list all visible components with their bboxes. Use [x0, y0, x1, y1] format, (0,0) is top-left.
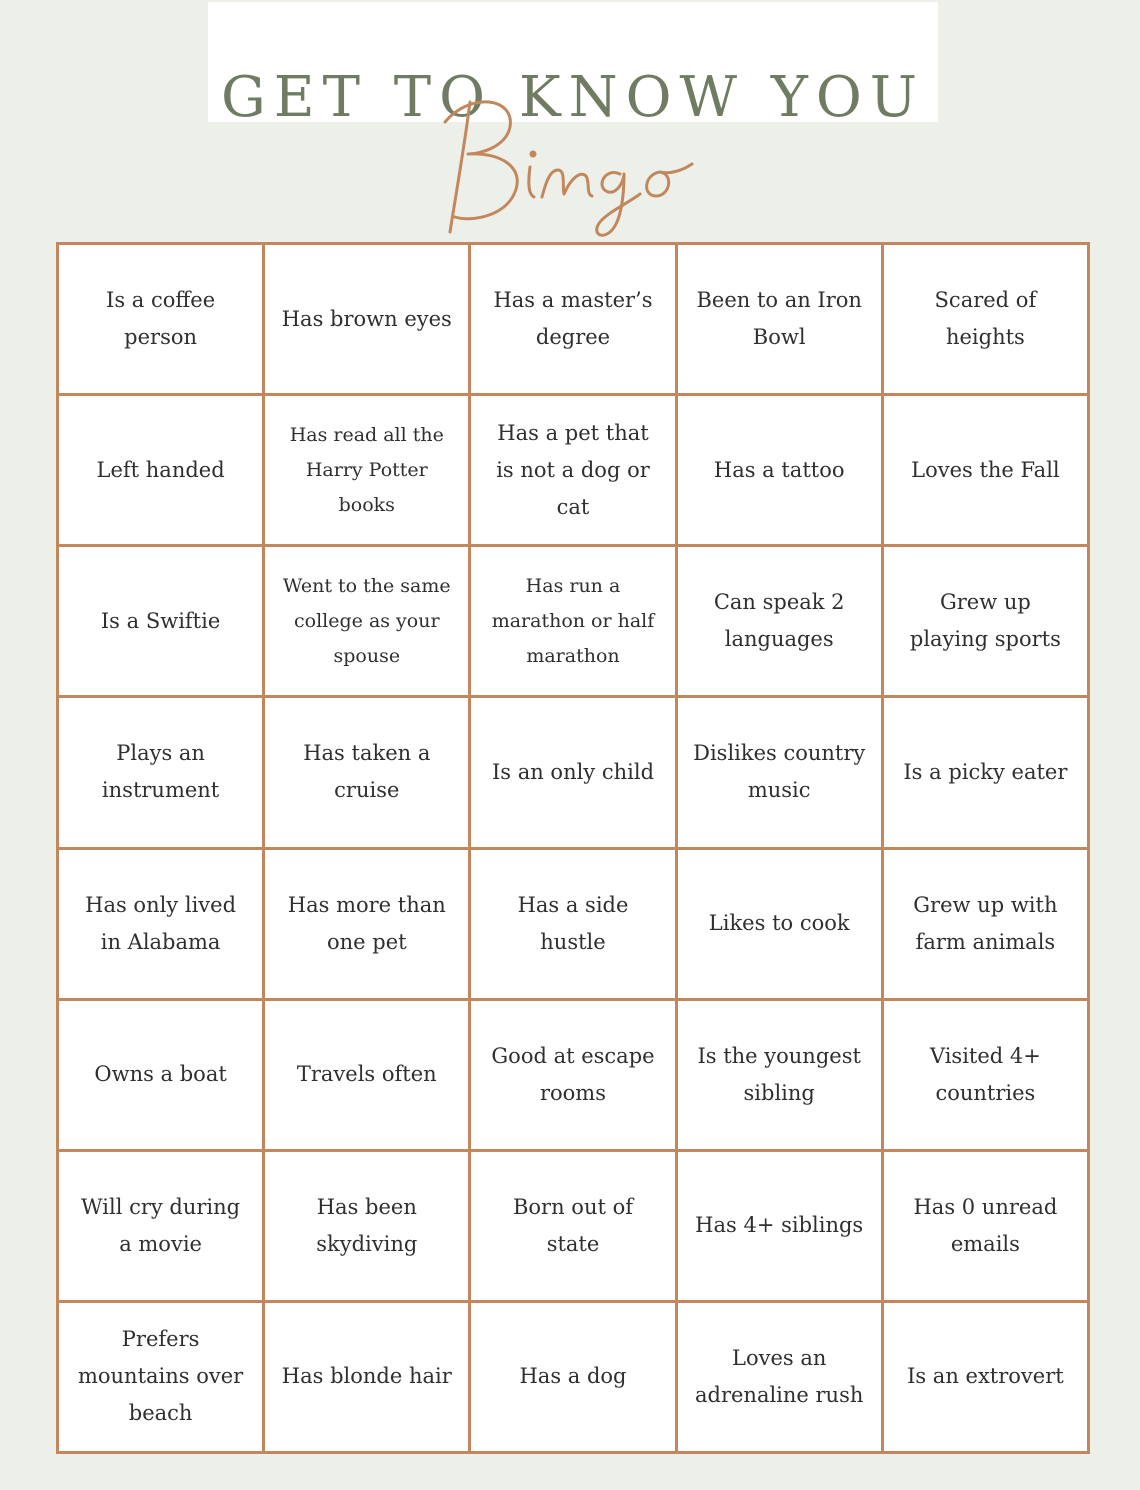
bingo-square[interactable]: Plays an instrument — [59, 698, 262, 846]
bingo-square[interactable]: Loves the Fall — [884, 396, 1087, 544]
bingo-square[interactable]: Born out of state — [471, 1152, 674, 1300]
bingo-square[interactable]: Loves an adrenaline rush — [678, 1303, 881, 1451]
bingo-square[interactable]: Owns a boat — [59, 1001, 262, 1149]
bingo-square[interactable]: Has a tattoo — [678, 396, 881, 544]
bingo-square[interactable]: Is an only child — [471, 698, 674, 846]
bingo-square[interactable]: Grew up playing sports — [884, 547, 1087, 695]
bingo-square[interactable]: Been to an Iron Bowl — [678, 245, 881, 393]
bingo-square[interactable]: Scared of heights — [884, 245, 1087, 393]
bingo-square[interactable]: Has a side hustle — [471, 850, 674, 998]
bingo-square[interactable]: Has blonde hair — [265, 1303, 468, 1451]
bingo-square[interactable]: Has read all the Harry Potter books — [265, 396, 468, 544]
bingo-square[interactable]: Will cry during a movie — [59, 1152, 262, 1300]
bingo-square[interactable]: Dislikes country music — [678, 698, 881, 846]
bingo-square[interactable]: Has run a marathon or half marathon — [471, 547, 674, 695]
bingo-square[interactable]: Went to the same college as your spouse — [265, 547, 468, 695]
bingo-square[interactable]: Is an extrovert — [884, 1303, 1087, 1451]
bingo-square[interactable]: Has only lived in Alabama — [59, 850, 262, 998]
bingo-square[interactable]: Has been skydiving — [265, 1152, 468, 1300]
bingo-square[interactable]: Has brown eyes — [265, 245, 468, 393]
bingo-square[interactable]: Has 4+ siblings — [678, 1152, 881, 1300]
bingo-square[interactable]: Left handed — [59, 396, 262, 544]
bingo-square[interactable]: Likes to cook — [678, 850, 881, 998]
bingo-square[interactable]: Visited 4+ countries — [884, 1001, 1087, 1149]
bingo-square[interactable]: Is the youngest sibling — [678, 1001, 881, 1149]
bingo-square[interactable]: Is a Swiftie — [59, 547, 262, 695]
bingo-square[interactable]: Can speak 2 languages — [678, 547, 881, 695]
bingo-square[interactable]: Prefers mountains over beach — [59, 1303, 262, 1451]
bingo-square[interactable]: Has 0 unread emails — [884, 1152, 1087, 1300]
bingo-square[interactable]: Has taken a cruise — [265, 698, 468, 846]
bingo-script-logo — [430, 82, 720, 242]
bingo-square[interactable]: Has a dog — [471, 1303, 674, 1451]
page-title: GET TO KNOW YOU — [220, 64, 925, 130]
bingo-square[interactable]: Has more than one pet — [265, 850, 468, 998]
bingo-square[interactable]: Travels often — [265, 1001, 468, 1149]
bingo-square[interactable]: Grew up with farm animals — [884, 850, 1087, 998]
bingo-script-title — [430, 82, 720, 242]
bingo-square[interactable]: Is a coffee person — [59, 245, 262, 393]
bingo-square[interactable]: Is a picky eater — [884, 698, 1087, 846]
bingo-board — [56, 242, 1090, 1454]
bingo-square[interactable]: Good at escape rooms — [471, 1001, 674, 1149]
bingo-square[interactable]: Has a master’s degree — [471, 245, 674, 393]
bingo-square[interactable]: Has a pet that is not a dog or cat — [471, 396, 674, 544]
